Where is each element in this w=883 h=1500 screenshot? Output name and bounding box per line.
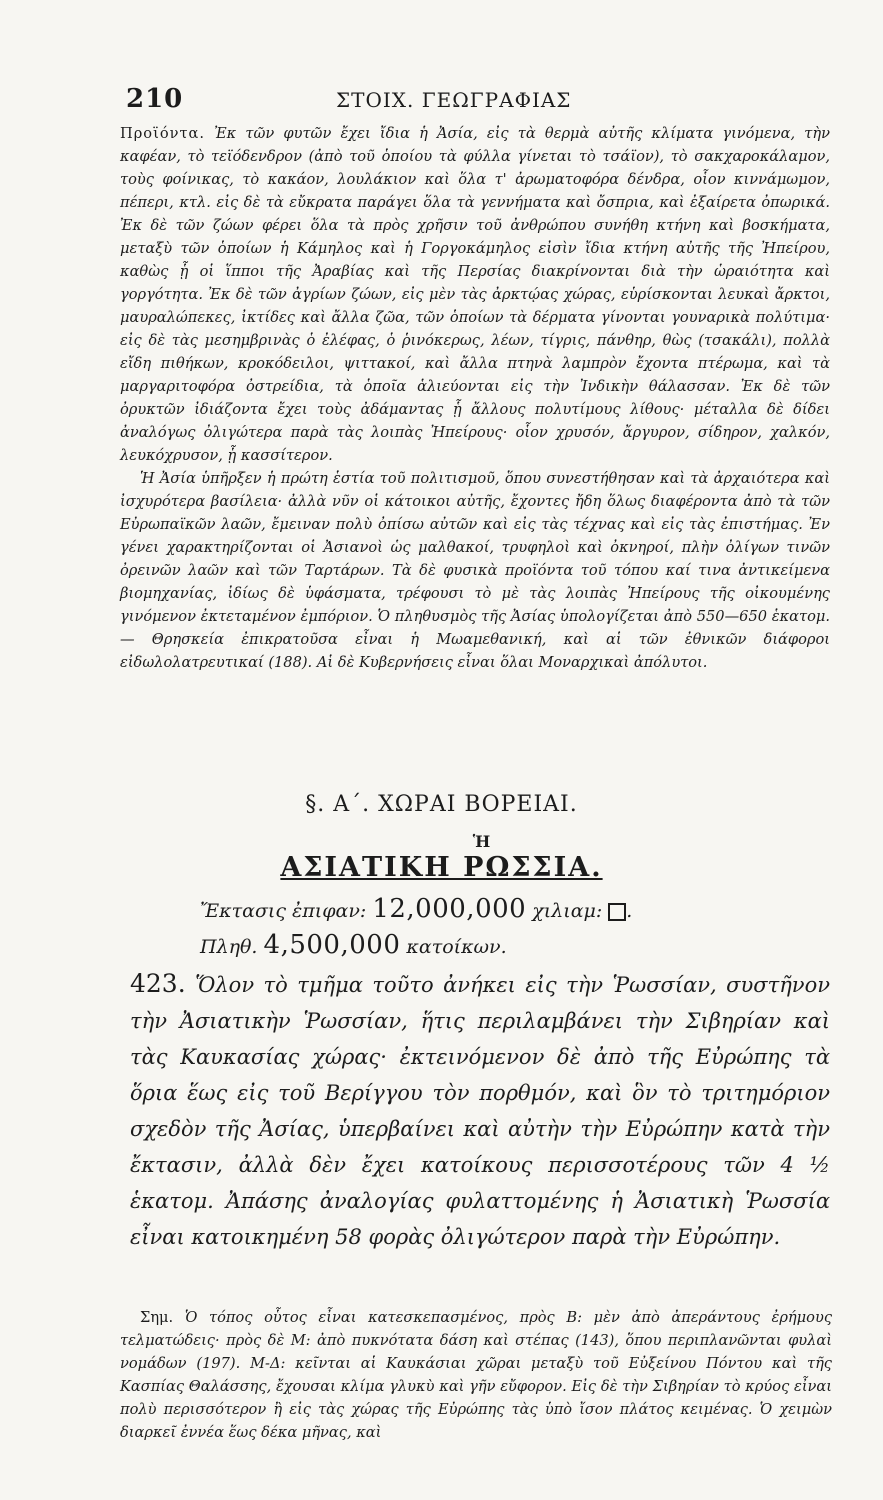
page-number: 210	[126, 84, 184, 114]
note-text: Ὁ τόπος οὗτος εἶναι κατεσκεπασμένος, πρὸς Β: μὲν ἀπὸ ἀπεράντους ἐρήμους τελματώδεις· πρὸς δὲ Μ: ἀπὸ πυκνότατα δάση καὶ στέπας (143), ὅπου περιπλανῶνται φυλαὶ νομάδων (197). Μ-Δ: κεῖνται αἱ Καυκάσιαι χῶραι μεταξὺ τοῦ Εὐξείνου Πόντου καὶ τῆς Κασπίας Θαλάσσης, ἔχουσαι κλίμα γλυκὺ καὶ γῆν εὔφορον. Εἰς δὲ τὴν Σιβηρίαν τὸ κρύος εἶναι πολὺ περισσότερον ἢ εἰς τὰς χώρας τῆς Εὐρώπης τὰς ὑπὸ ἴσον πλάτος κειμένας. Ὁ χειμὼν διαρκεῖ ἐννέα ἕως δέκα μῆνας, καὶ	[120, 1309, 832, 1441]
population-stat	[200, 930, 507, 960]
population-unit: κατοίκων.	[406, 936, 507, 958]
area-label: Ἔκτασις ἐπιφαν:	[200, 900, 367, 922]
page-header	[126, 84, 826, 120]
products-paragraph	[120, 122, 830, 467]
intro-text-block	[120, 122, 830, 674]
footnote-block	[120, 1306, 832, 1444]
civilization-paragraph: Ἡ Ἀσία ὑπῆρξεν ἡ πρώτη ἑστία τοῦ πολιτισμοῦ, ὅπου συνεστήθησαν καὶ τὰ ἀρχαιότερα καὶ ἰσχυρότερα βασίλεια· ἀλλὰ νῦν οἱ κάτοικοι αὐτῆς, ἔχοντες ἤδη ὅλως διαφέροντα ἀπὸ τὰ τῶν Εὐρωπαϊκῶν λαῶν, ἔμειναν πολὺ ὀπίσω αὐτῶν καὶ εἰς τὰς τέχνας καὶ εἰς τὰς ἐπιστήμας. Ἐν γένει χαρακτηρίζονται οἱ Ἀσιανοὶ ὡς μαλθακοί, τρυφηλοὶ καὶ ὀκνηροί, πλὴν ὀλίγων τινῶν ὀρεινῶν λαῶν καὶ τῶν Ταρτάρων. Τὰ δὲ φυσικὰ προϊόντα τοῦ τόπου καί τινα ἀντικείμενα βιομηχανίας, ἰδίως δὲ ὑφάσματα, τρέφουσι τὸ μὲ τὰς λοιπὰς Ἠπείρους τῆς οἰκουμένης γινόμενον ἐκτεταμένον ἐμπόριον. Ὁ πληθυσμὸς τῆς Ἀσίας ὑπολογίζεται ἀπὸ 550—650 ἑκατομ.— Θρησκεία ἐπικρατοῦσα εἶναι ἡ Μωαμεθανική, καὶ αἱ τῶν ἐθνικῶν διάφοροι εἰδωλολατρευτικαί (188). Αἱ δὲ Κυβερνήσεις εἶναι ὅλαι Μοναρχικαὶ ἀπόλυτοι.	[120, 470, 830, 671]
note-paragraph	[120, 1306, 832, 1444]
section-heading: §. Α΄. ΧΩΡΑΙ ΒΟΡΕΙΑΙ.	[305, 792, 578, 817]
area-stat: Ἔκτασις ἐπιφαν: 12,000,000 χιλιαμ: .	[200, 894, 633, 924]
region-title: ΑΣΙΑΤΙΚΗ ΡΩΣΣΙΑ.	[280, 852, 603, 883]
products-text: Ἐκ τῶν φυτῶν ἔχει ἴδια ἡ Ἀσία, εἰς τὰ θερμὰ αὐτῆς κλίματα γινόμενα, τὴν καφέαν, τὸ τεϊόδενδρον (ἀπὸ τοῦ ὁποίου τὰ φύλλα γίνεται τὸ τσάϊον), τὸ σακχαροκάλαμον, τοὺς φοίνικας, τὸ κακάον, λουλάκιον καὶ ὅλα τ' ἀρωματοφόρα δένδρα, οἷον κιννάμωμον, πέπερι, κτλ. εἰς δὲ τὰ εὔκρατα παράγει ὅλα τὰ γεννήματα καὶ ὄσπρια, καὶ ἐξαίρετα ὀπωρικά. Ἐκ δὲ τῶν ζώων φέρει ὅλα τὰ πρὸς χρῆσιν τοῦ ἀνθρώπου συνήθη κτήνη καὶ βοσκήματα, μεταξὺ τῶν ὁποίων ἡ Κάμηλος καὶ ἡ Γοργοκάμηλος εἰσὶν ἴδια κτήνη αὐτῆς τῆς Ἠπείρου, καθὼς ᾗ οἱ ἵπποι τῆς Ἀραβίας καὶ τῆς Περσίας διακρίνονται διὰ τὴν ὡραιότητα καὶ γοργότητα. Ἐκ δὲ τῶν ἀγρίων ζώων, εἰς μὲν τὰς ἀρκτῴας χώρας, εὑρίσκονται λευκαὶ ἄρκτοι, μαυραλώπεκες, ἰκτίδες καὶ ἄλλα ζῶα, τῶν ὁποίων τὰ δέρματα γίνονται γουναρικὰ πολύτιμα· εἰς δὲ τὰς μεσημβρινὰς ὁ ἐλέφας, ὁ ῥινόκερως, λέων, τίγρις, πάνθηρ, θὼς (τσακάλι), πολλὰ εἴδη πιθήκων, κροκόδειλοι, ψιττακοί, καὶ ἄλλα πτηνὰ λαμπρὸν ἔχοντα πτέρωμα, καὶ τὰ μαργαριτοφόρα ὀστρείδια, τὰ ὁποῖα ἁλιεύονται εἰς τὴν Ἰνδικὴν θάλασσαν. Ἐκ δὲ τῶν ὀρυκτῶν ἰδιάζοντα ἔχει τοὺς ἀδάμαντας ᾗ ἄλλους πολυτίμους λίθους· μέταλλα δὲ δίδει ἀναλόγως ὀλιγώτερα παρὰ τὰς λοιπὰς Ἠπείρους· οἷον χρυσόν, ἄργυρον, σίδηρον, χαλκόν, λευκόχρυσον, ᾗ κασσίτερον.	[120, 125, 830, 464]
population-label: Πληθ.	[200, 936, 258, 958]
main-text-block	[130, 966, 830, 1255]
area-value: 12,000,000	[372, 894, 527, 924]
note-label: Σημ.	[140, 1309, 174, 1326]
square-unit-icon	[608, 903, 626, 921]
section-article: Ἡ	[472, 832, 491, 851]
main-paragraph	[130, 966, 830, 1255]
population-value: 4,500,000	[263, 930, 401, 960]
products-lead: Προϊόντα.	[120, 125, 206, 142]
running-title: ΣΤΟΙΧ. ΓΕΩΓΡΑΦΙΑΣ	[336, 88, 572, 112]
paragraph-number: 423.	[130, 969, 186, 998]
area-unit: χιλιαμ:	[532, 900, 603, 922]
main-paragraph-text: Ὅλον τὸ τμῆμα τοῦτο ἀνήκει εἰς τὴν Ῥωσσίαν, συστῆνον τὴν Ἀσιατικὴν Ῥωσσίαν, ἥτις περιλαμβάνει τὴν Σιβηρίαν καὶ τὰς Καυκασίας χώρας· ἐκτεινόμενον δὲ ἀπὸ τῆς Εὐρώπης τὰ ὅρια ἕως εἰς τοῦ Βερίγγου τὸν πορθμόν, καὶ ὃν τὸ τριτημόριον σχεδὸν τῆς Ἀσίας, ὑπερβαίνει καὶ αὐτὴν τὴν Εὐρώπην κατὰ τὴν ἔκτασιν, ἀλλὰ δὲν ἔχει κατοίκους περισσοτέρους τῶν 4 ½ ἑκατομ. Ἀπάσης ἀναλογίας φυλαττομένης ἡ Ἀσιατικὴ Ῥωσσία εἶναι κατοικημένη 58 φορὰς ὀλιγώτερον παρὰ τὴν Εὐρώπην.	[130, 973, 830, 1249]
